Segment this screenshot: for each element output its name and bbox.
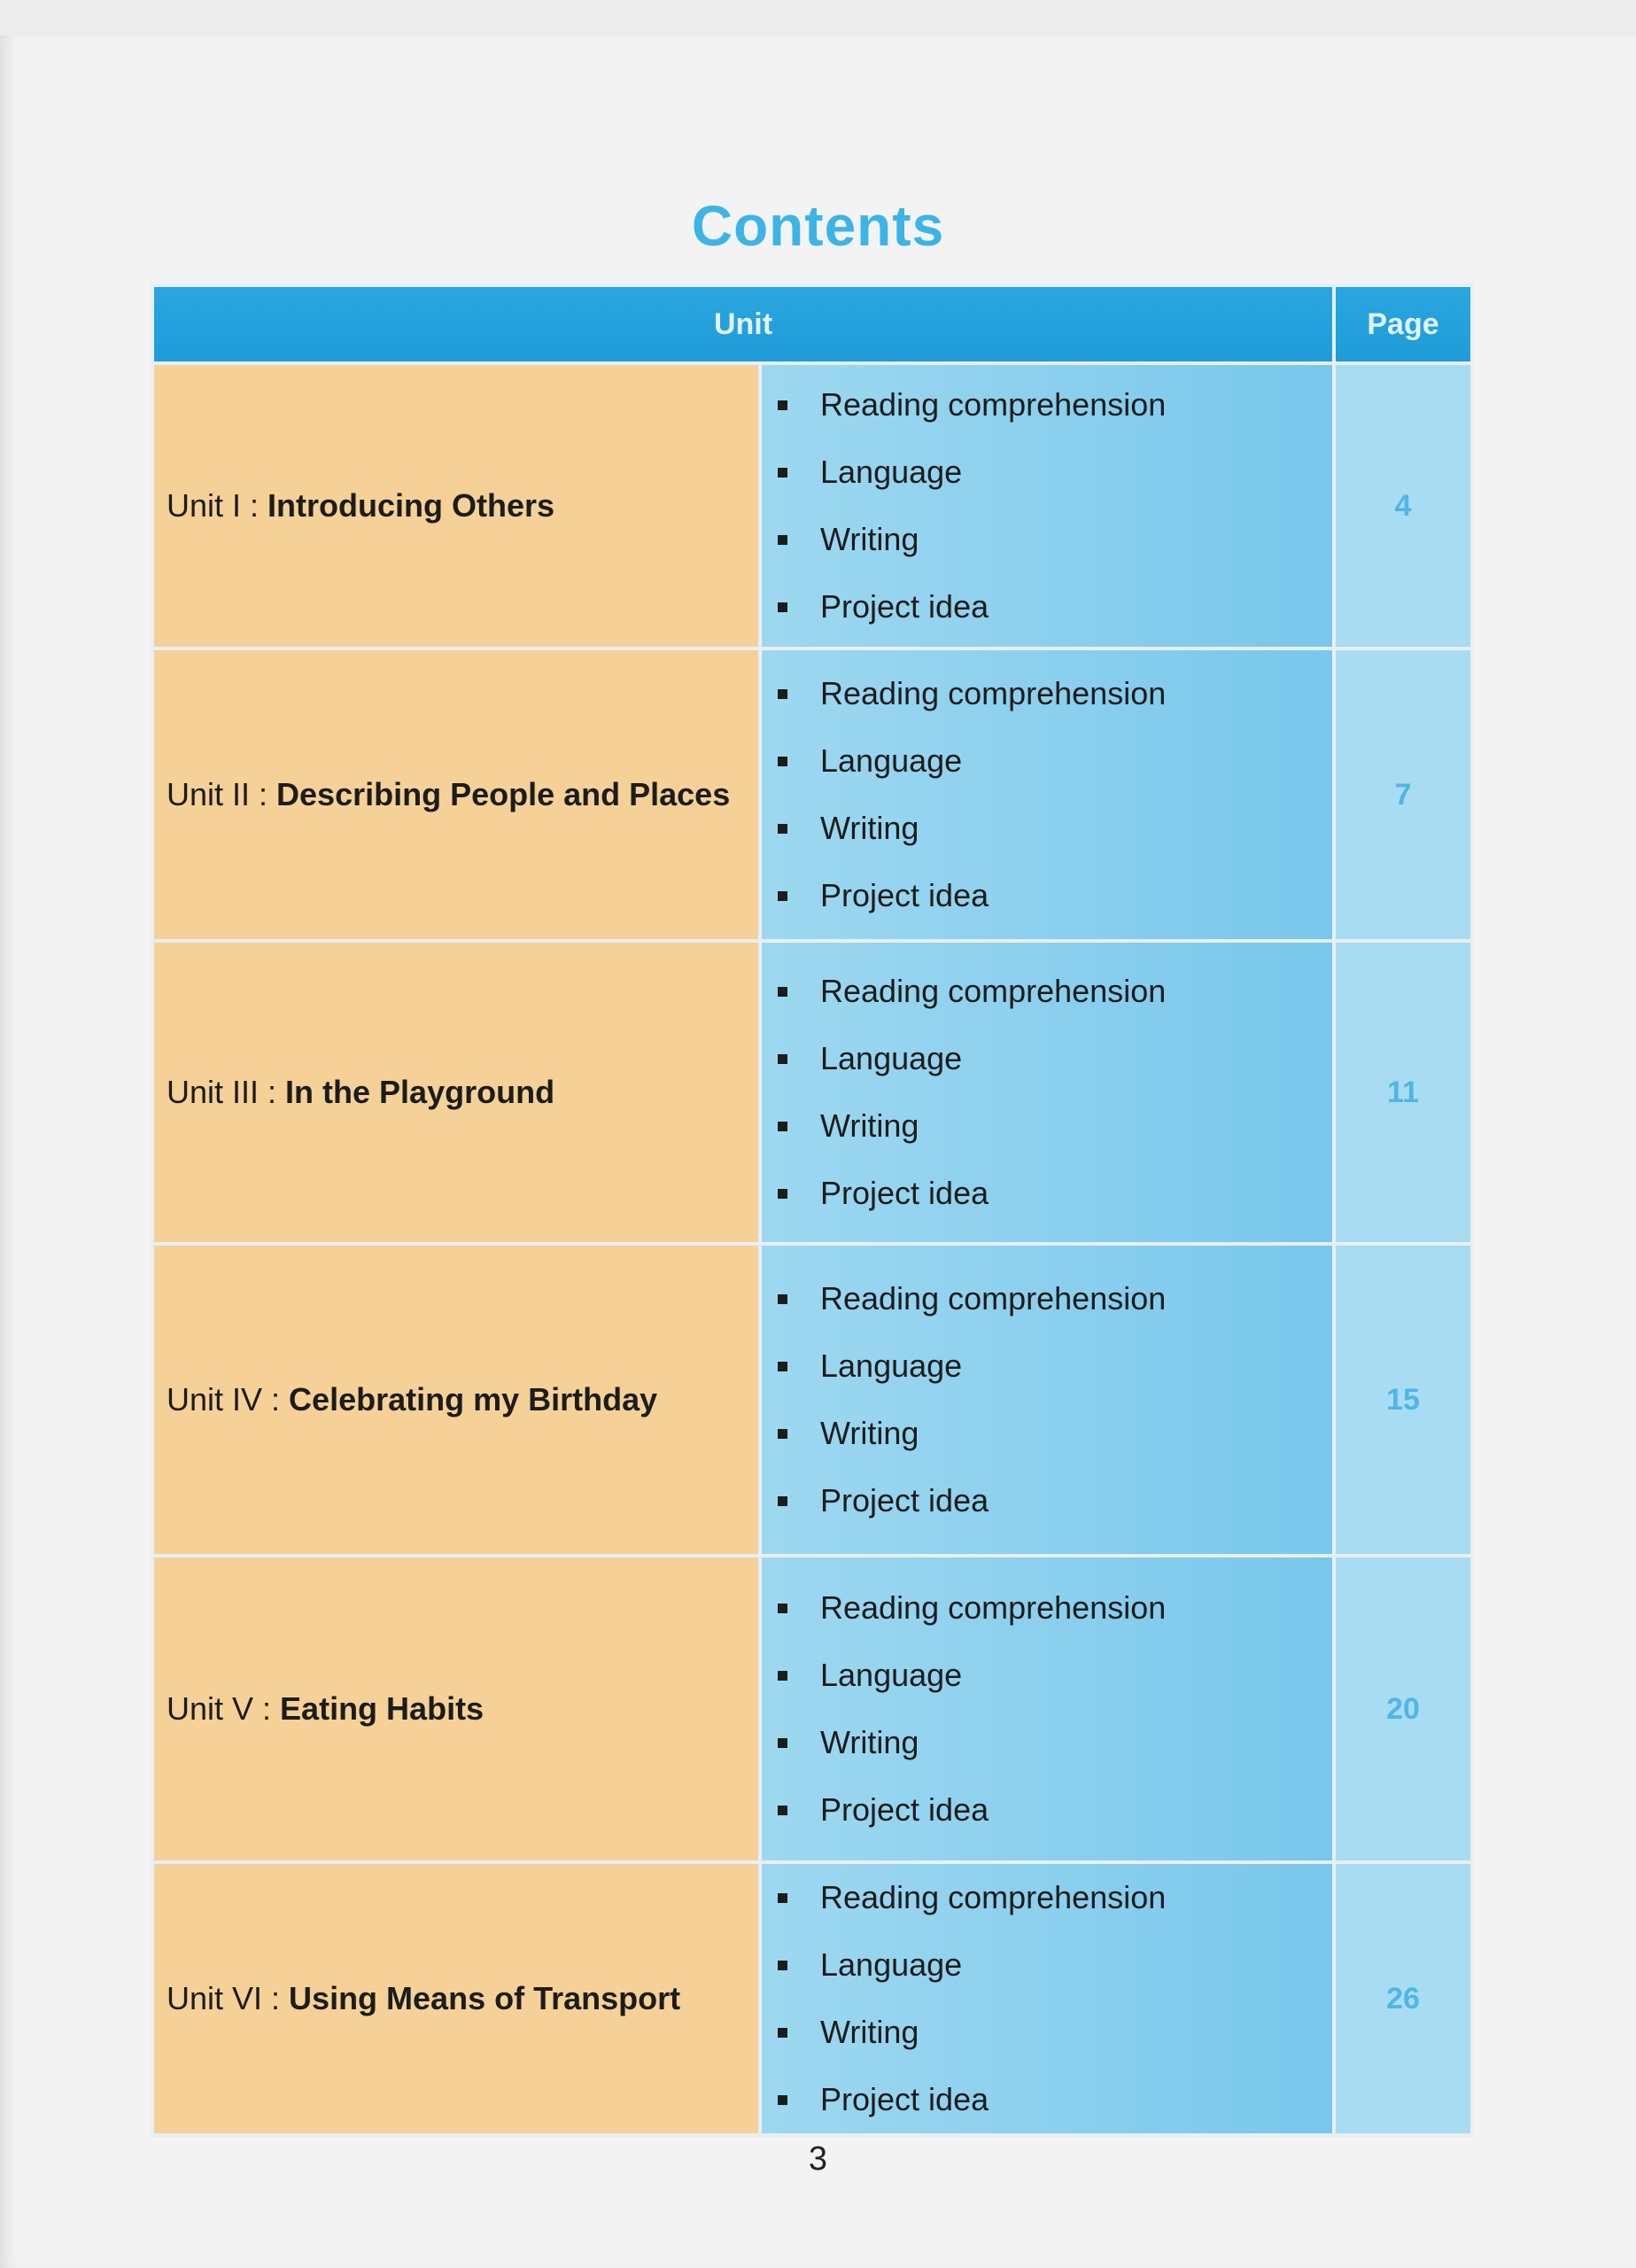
unit-page-number: 4 bbox=[1334, 363, 1472, 649]
topic-item bbox=[778, 1776, 1332, 1844]
topic-item bbox=[778, 727, 1332, 795]
page-number: 3 bbox=[808, 2140, 828, 2178]
unit-title bbox=[152, 1862, 760, 2135]
topic-label: Reading comprehension bbox=[820, 973, 1167, 1009]
square-bullet-icon bbox=[778, 2028, 787, 2038]
table-row bbox=[152, 649, 1472, 941]
topic-label: Writing bbox=[820, 1415, 919, 1451]
square-bullet-icon bbox=[778, 1738, 787, 1748]
topic-item bbox=[778, 1864, 1332, 1931]
unit-page-number: 26 bbox=[1334, 1862, 1472, 2135]
unit-prefix: Unit IV : bbox=[167, 1381, 290, 1418]
square-bullet-icon bbox=[778, 468, 787, 478]
unit-page-number: 11 bbox=[1334, 941, 1472, 1244]
unit-prefix: Unit VI : bbox=[167, 1980, 290, 2016]
unit-topics bbox=[760, 649, 1334, 941]
page-title: Contents bbox=[691, 194, 945, 258]
unit-title bbox=[152, 649, 760, 941]
topic-label: Reading comprehension bbox=[820, 1589, 1167, 1626]
square-bullet-icon bbox=[778, 1122, 787, 1131]
topic-item bbox=[778, 2066, 1332, 2133]
square-bullet-icon bbox=[778, 1496, 787, 1506]
topic-item bbox=[778, 1332, 1332, 1400]
topic-item bbox=[778, 506, 1332, 573]
topic-item bbox=[778, 862, 1332, 929]
topic-item bbox=[778, 1642, 1332, 1709]
topic-item bbox=[778, 1574, 1332, 1642]
topic-item bbox=[778, 958, 1332, 1025]
table-row bbox=[152, 363, 1472, 649]
topic-item bbox=[778, 1092, 1332, 1160]
square-bullet-icon bbox=[778, 1362, 787, 1371]
unit-name: Describing People and Places bbox=[276, 776, 731, 812]
unit-title bbox=[152, 1556, 760, 1862]
square-bullet-icon bbox=[778, 1189, 787, 1199]
topic-item bbox=[778, 1709, 1332, 1776]
topic-label: Writing bbox=[820, 1724, 919, 1760]
topic-label: Language bbox=[820, 454, 963, 490]
topic-label: Project idea bbox=[820, 588, 989, 625]
unit-topics bbox=[760, 1862, 1334, 2135]
square-bullet-icon bbox=[778, 1294, 787, 1304]
topic-label: Language bbox=[820, 1348, 963, 1384]
unit-name: In the Playground bbox=[285, 1074, 555, 1110]
topic-label: Writing bbox=[820, 521, 919, 557]
topic-label: Reading comprehension bbox=[820, 675, 1167, 711]
unit-prefix: Unit II : bbox=[167, 776, 277, 812]
table-row bbox=[152, 1862, 1472, 2135]
square-bullet-icon bbox=[778, 2095, 787, 2105]
topic-label: Project idea bbox=[820, 1482, 989, 1518]
unit-topics bbox=[760, 941, 1334, 1244]
square-bullet-icon bbox=[778, 757, 787, 766]
unit-page-number: 20 bbox=[1334, 1556, 1472, 1862]
topic-label: Project idea bbox=[820, 2081, 989, 2117]
square-bullet-icon bbox=[778, 1806, 787, 1815]
topic-item bbox=[778, 795, 1332, 862]
square-bullet-icon bbox=[778, 689, 787, 699]
square-bullet-icon bbox=[778, 824, 787, 834]
unit-title bbox=[152, 363, 760, 649]
header-unit: Unit bbox=[152, 285, 1334, 363]
square-bullet-icon bbox=[778, 1429, 787, 1439]
square-bullet-icon bbox=[778, 1054, 787, 1064]
unit-title bbox=[152, 1244, 760, 1556]
unit-name: Celebrating my Birthday bbox=[289, 1381, 658, 1418]
square-bullet-icon bbox=[778, 987, 787, 997]
topic-item bbox=[778, 573, 1332, 641]
unit-name: Using Means of Transport bbox=[289, 1980, 681, 2016]
topic-label: Writing bbox=[820, 1107, 919, 1144]
topic-label: Language bbox=[820, 742, 963, 779]
unit-topics bbox=[760, 363, 1334, 649]
square-bullet-icon bbox=[778, 1671, 787, 1681]
unit-name: Introducing Others bbox=[267, 487, 555, 524]
unit-name: Eating Habits bbox=[280, 1690, 485, 1727]
table-row bbox=[152, 1556, 1472, 1862]
square-bullet-icon bbox=[778, 1893, 787, 1903]
unit-topics bbox=[760, 1556, 1334, 1862]
unit-page-number: 7 bbox=[1334, 649, 1472, 941]
square-bullet-icon bbox=[778, 1604, 787, 1613]
square-bullet-icon bbox=[778, 400, 787, 410]
topic-label: Writing bbox=[820, 810, 919, 846]
table-row bbox=[152, 1244, 1472, 1556]
topic-item bbox=[778, 1999, 1332, 2066]
topic-label: Writing bbox=[820, 2014, 919, 2050]
table-row bbox=[152, 941, 1472, 1244]
topic-item bbox=[778, 1265, 1332, 1332]
topic-label: Project idea bbox=[820, 1791, 989, 1828]
topic-item bbox=[778, 1400, 1332, 1467]
book-page bbox=[0, 35, 1636, 2268]
topic-item bbox=[778, 1160, 1332, 1227]
square-bullet-icon bbox=[778, 535, 787, 545]
topic-item bbox=[778, 371, 1332, 439]
topic-label: Project idea bbox=[820, 1175, 989, 1211]
topic-label: Language bbox=[820, 1040, 963, 1076]
topic-item bbox=[778, 1467, 1332, 1534]
unit-topics bbox=[760, 1244, 1334, 1556]
square-bullet-icon bbox=[778, 602, 787, 612]
topic-label: Language bbox=[820, 1657, 963, 1693]
contents-table bbox=[151, 284, 1474, 2137]
topic-label: Reading comprehension bbox=[820, 386, 1167, 423]
header-page: Page bbox=[1334, 285, 1472, 363]
topic-item bbox=[778, 439, 1332, 506]
square-bullet-icon bbox=[778, 891, 787, 901]
topic-label: Reading comprehension bbox=[820, 1280, 1167, 1317]
topic-label: Project idea bbox=[820, 877, 989, 913]
topic-item bbox=[778, 1025, 1332, 1092]
topic-item bbox=[778, 660, 1332, 727]
square-bullet-icon bbox=[778, 1961, 787, 1970]
unit-prefix: Unit V : bbox=[167, 1690, 281, 1727]
topic-label: Reading comprehension bbox=[820, 1879, 1167, 1915]
topic-label: Language bbox=[820, 1946, 963, 1983]
topic-item bbox=[778, 1931, 1332, 1999]
table-header-row bbox=[152, 285, 1472, 363]
unit-prefix: Unit III : bbox=[167, 1074, 286, 1110]
unit-page-number: 15 bbox=[1334, 1244, 1472, 1556]
unit-title bbox=[152, 941, 760, 1244]
unit-prefix: Unit I : bbox=[167, 487, 268, 524]
